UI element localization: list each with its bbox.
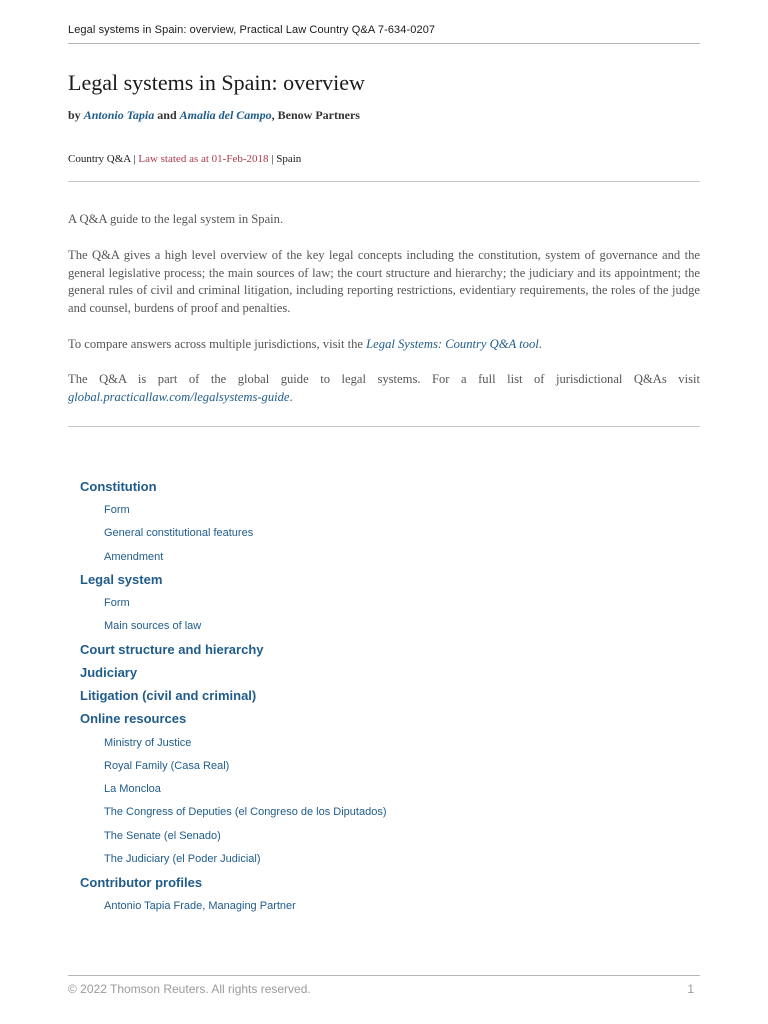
header-divider bbox=[68, 43, 700, 44]
byline bbox=[68, 108, 360, 123]
author-link-amalia-del-campo[interactable]: Amalia del Campo bbox=[179, 108, 272, 122]
toc-constitutional-features[interactable]: General constitutional features bbox=[104, 527, 254, 539]
document-title: Legal systems in Spain: overview bbox=[68, 70, 365, 95]
intro-paragraph-1: A Q&A guide to the legal system in Spain. bbox=[68, 212, 284, 226]
running-header: Legal systems in Spain: overview, Practical Law Country Q&A 7-634-0207 bbox=[68, 24, 436, 36]
toc-ministry-of-justice[interactable]: Ministry of Justice bbox=[104, 737, 192, 749]
meta-divider bbox=[68, 181, 700, 182]
toc-constitution[interactable]: Constitution bbox=[80, 479, 157, 494]
intro-divider bbox=[68, 426, 700, 427]
meta-separator: | bbox=[130, 153, 139, 165]
toc-online-resources[interactable]: Online resources bbox=[80, 711, 187, 726]
toc-poder-judicial[interactable]: The Judiciary (el Poder Judicial) bbox=[104, 853, 261, 865]
toc-royal-family[interactable]: Royal Family (Casa Real) bbox=[104, 760, 230, 772]
intro-paragraph-4 bbox=[68, 371, 700, 406]
footer-divider bbox=[68, 975, 700, 976]
author-link-antonio-tapia[interactable]: Antonio Tapia bbox=[83, 108, 155, 122]
document-meta bbox=[68, 153, 301, 165]
jurisdiction: Spain bbox=[276, 153, 302, 165]
global-guide-link[interactable]: global.practicallaw.com/legalsystems-guide bbox=[68, 389, 290, 404]
compare-text: To compare answers across multiple jurisdictions, visit the bbox=[68, 337, 367, 351]
doc-type: Country Q&A bbox=[68, 153, 131, 165]
toc-amendment[interactable]: Amendment bbox=[104, 551, 164, 563]
country-qa-tool-link[interactable]: Legal Systems: Country Q&A tool bbox=[366, 337, 539, 351]
compare-end: . bbox=[538, 337, 542, 351]
toc-legal-system[interactable]: Legal system bbox=[80, 572, 163, 587]
toc-senate[interactable]: The Senate (el Senado) bbox=[104, 830, 221, 842]
byline-prefix: by bbox=[68, 108, 81, 122]
meta-separator: | bbox=[268, 153, 277, 165]
copyright-notice: © 2022 Thomson Reuters. All rights reserved. bbox=[68, 982, 311, 996]
toc-main-sources-of-law[interactable]: Main sources of law bbox=[104, 620, 202, 632]
toc-legal-system-form[interactable]: Form bbox=[104, 597, 130, 609]
byline-firm: , Benow Partners bbox=[271, 108, 360, 122]
global-guide-end: . bbox=[289, 389, 293, 404]
intro-paragraph-2: The Q&A gives a high level overview of the key legal concepts including the constitution, system of governance and the general legislative process; the main sources of law; the court structure and hierarchy; the judiciary and its appointment; the general rules of civil and criminal litigation, including reporting restrictions, evidentiary requirements, the roles of the judge and counsel, burdens of proof and penalties. bbox=[68, 248, 700, 315]
toc-contributor-antonio-tapia[interactable]: Antonio Tapia Frade, Managing Partner bbox=[104, 900, 296, 912]
intro-paragraph-3 bbox=[68, 336, 700, 354]
byline-conjunction: and bbox=[157, 108, 177, 122]
law-stated-date: Law stated as at 01-Feb-2018 bbox=[138, 153, 269, 165]
toc-constitution-form[interactable]: Form bbox=[104, 504, 130, 516]
toc-court-structure[interactable]: Court structure and hierarchy bbox=[80, 642, 264, 657]
toc-contributor-profiles[interactable]: Contributor profiles bbox=[80, 875, 203, 890]
toc-judiciary[interactable]: Judiciary bbox=[80, 665, 138, 680]
toc-litigation[interactable]: Litigation (civil and criminal) bbox=[80, 688, 257, 703]
toc-la-moncloa[interactable]: La Moncloa bbox=[104, 783, 161, 795]
global-guide-text: The Q&A is part of the global guide to legal systems. For a full list of jurisdictional Q&As visit bbox=[68, 372, 700, 386]
page-number: 1 bbox=[687, 982, 694, 996]
toc-congress[interactable]: The Congress of Deputies (el Congreso de los Diputados) bbox=[104, 806, 387, 818]
